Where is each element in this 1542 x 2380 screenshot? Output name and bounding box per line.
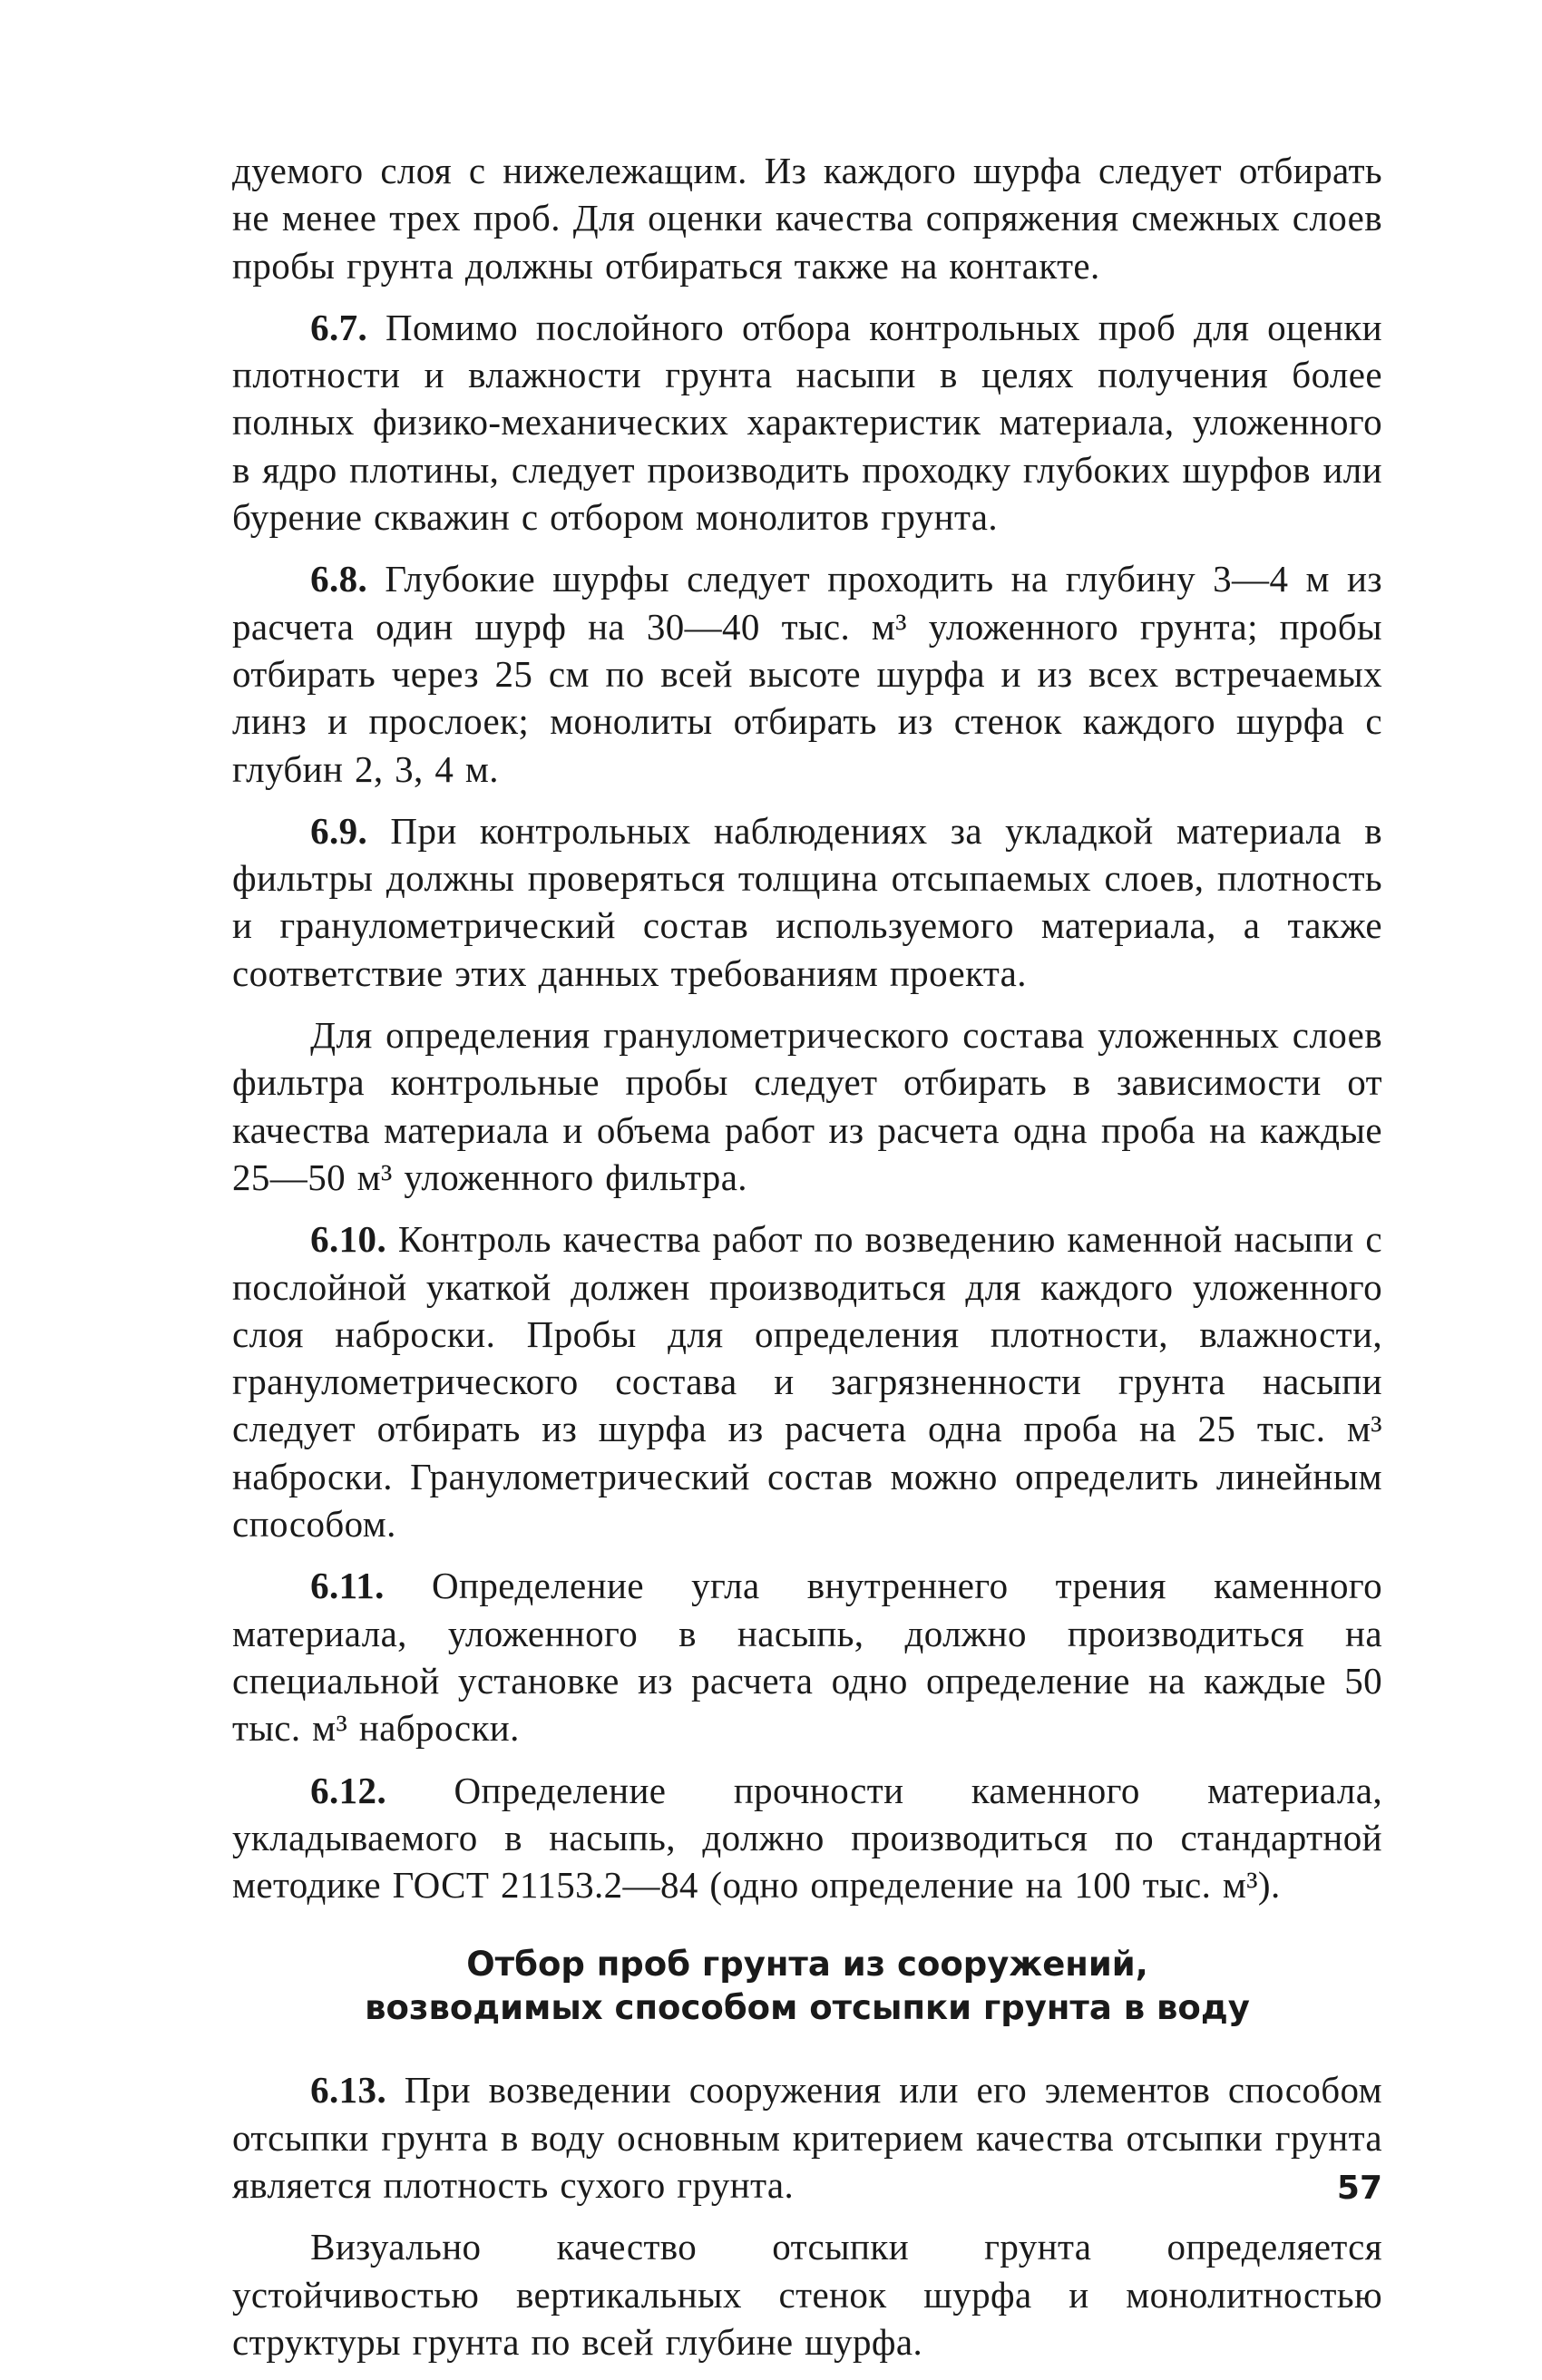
- paragraph-cont: [232, 147, 1382, 289]
- clause-number: 6.13.: [310, 2069, 387, 2112]
- section-heading: [232, 1943, 1382, 2030]
- paragraph-6-13: [232, 2066, 1382, 2209]
- paragraph-6-12: [232, 1767, 1382, 1909]
- paragraph-text: Глубокие шурфы следует проходить на глубину 3—4 м из расчета один шурф на 30—40 тыс. м³ уложенного грунта; пробы отбирать через 25 см по всей высоте шурфа и из всех встречаемых линз и прослоек; монолиты отбирать из стенок каждого шурфа с глубин 2, 3, 4 м.: [232, 558, 1382, 790]
- paragraph-6-9: [232, 807, 1382, 997]
- paragraph-text: Помимо послойного отбора контрольных проб для оценки плотности и влажности грунта насыпи в целях получения более полных физико-механических характеристик материала, уложенного в ядро плотины, следует производить проходку глубоких шурфов или бурение скважин с отбором монолитов грунта.: [232, 306, 1382, 539]
- clause-number: 6.7.: [310, 306, 368, 348]
- clause-number: 6.12.: [310, 1769, 387, 1811]
- section-heading-line-2: возводимых способом отсыпки грунта в воду: [365, 1988, 1250, 2028]
- top-paragraphs: [232, 147, 1382, 1908]
- paragraph-6-7: [232, 304, 1382, 541]
- page-number: 57: [1336, 2170, 1382, 2207]
- clause-number: 6.11.: [310, 1565, 385, 1607]
- clause-number: 6.9.: [310, 809, 368, 852]
- section-heading-line-1: Отбор проб грунта из сооружений,: [466, 1945, 1148, 1985]
- paragraph-text: Определение прочности каменного материала, укладываемого в насыпь, должно производиться по стандартной методике ГОСТ 21153.2—84 (одно определение на 100 тыс. м³).: [232, 1769, 1382, 1907]
- clause-number: 6.8.: [310, 558, 368, 600]
- paragraph-6-11: [232, 1562, 1382, 1751]
- paragraph-6-13b: [232, 2223, 1382, 2365]
- paragraph-text: дуемого слоя с нижележащим. Из каждого шурфа следует отбирать не менее трех проб. Для оценки качества сопряжения смежных слоев пробы грунта должны отбираться также на контакте.: [232, 150, 1382, 287]
- paragraph-text: Определение угла внутреннего трения каменного материала, уложенного в насыпь, должно производиться на специальной установке из расчета одно определение на каждые 50 тыс. м³ наброски.: [232, 1565, 1382, 1750]
- paragraph-6-10: [232, 1215, 1382, 1547]
- clause-number: 6.10.: [310, 1218, 387, 1261]
- paragraph-text: Визуально качество отсыпки грунта определяется устойчивостью вертикальных стенок шурфа и монолитностью структуры грунта по всей глубине шурфа.: [232, 2226, 1382, 2363]
- paragraph-6-9b: [232, 1011, 1382, 1201]
- bottom-paragraphs: [232, 2066, 1382, 2365]
- paragraph-text: При возведении сооружения или его элементов способом отсыпки грунта в воду основным критерием качества отсыпки грунта является плотность сухого грунта.: [232, 2069, 1382, 2206]
- paragraph-text: Контроль качества работ по возведению каменной насыпи с послойной укаткой должен производиться для каждого уложенного слоя наброски. Пробы для определения плотности, влажности, гранулометрического состава и загрязненности грунта насыпи следует отбирать из шурфа из расчета одна проба на 25 тыс. м³ наброски. Гранулометрический состав можно определить линейным способом.: [232, 1218, 1382, 1546]
- paragraph-text: При контрольных наблюдениях за укладкой материала в фильтры должны проверяться толщина отсыпаемых слоев, плотность и гранулометрический состав используемого материала, а также соответствие этих данных требованиям проекта.: [232, 809, 1382, 994]
- document-page: [232, 147, 1382, 2380]
- paragraph-6-8: [232, 555, 1382, 792]
- paragraph-text: Для определения гранулометрического состава уложенных слоев фильтра контрольные пробы следует отбирать в зависимости от качества материала и объема работ из расчета одна проба на каждые 25—50 м³ уложенного фильтра.: [232, 1014, 1382, 1198]
